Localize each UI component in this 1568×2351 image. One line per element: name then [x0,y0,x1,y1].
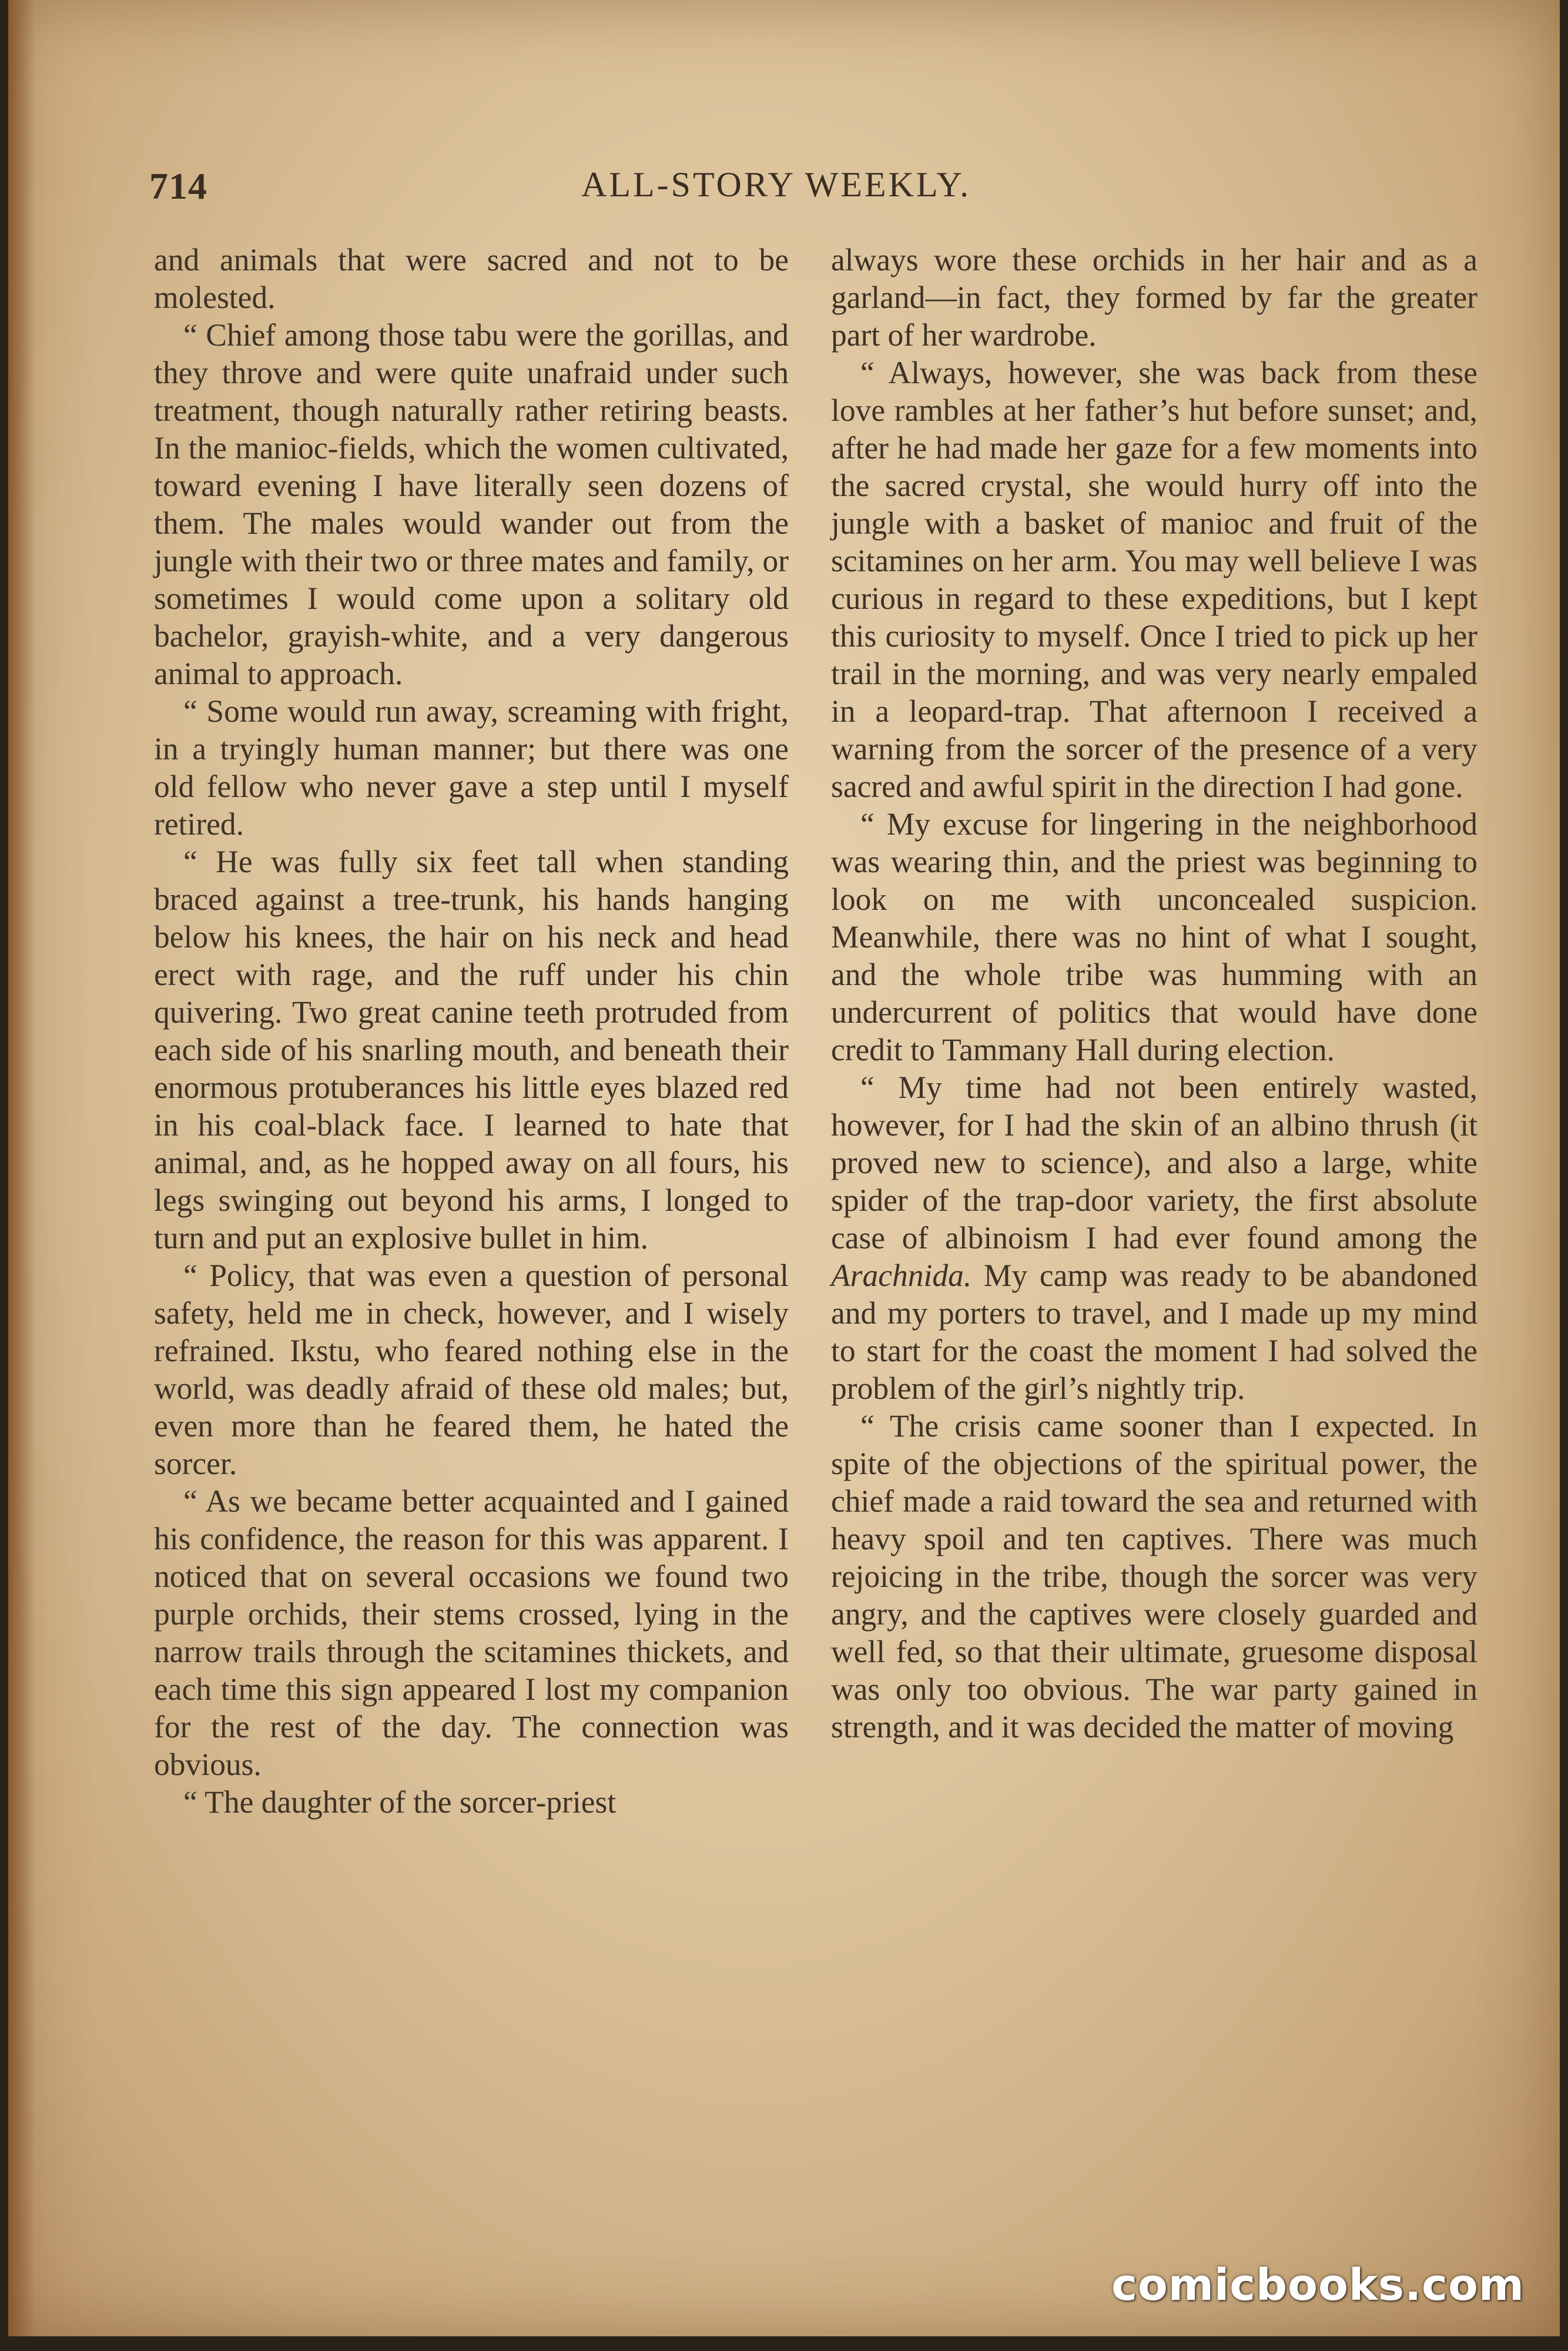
running-head: ALL-STORY WEEKLY. [581,165,971,204]
page-number: 714 [149,165,207,207]
page-header [149,165,1489,217]
paragraph-text: “ My time had not been entirely wasted, however, for I had the skin of an albino thrush (it proved new to science), and also a large, white spider of the trap-door variety, the first absolute case of albinoism I had ever found among the [831,1070,1477,1255]
paragraph [831,1069,1477,1407]
paragraph: always wore these orchids in her hair and as a garland—in fact, they formed by far the greater part of her wardrobe. [831,242,1477,353]
left-column [154,241,789,1821]
paragraph: “ Always, however, she was back from these love rambles at her father’s hut before sunset; and, after he had made her gaze for a few moments into the sacred crystal, she would hurry off into the jungle with a basket of manioc and fruit of the scitamines on her arm. You may well believe I was curious in regard to these expeditions, but I kept this curiosity to myself. Once I tried to pick up her trail in the morning, and was very nearly empaled in a leopard-trap. That afternoon I received a warning from the sorcer of the presence of a very sacred and awful spirit in the direction I had gone. [831,355,1477,804]
paragraph: “ Policy, that was even a question of personal safety, held me in check, however, and I wisely refrained. Ikstu, who feared nothing else in the world, was deadly afraid of these old males; but, even more than he feared them, he hated the sorcer. [154,1258,789,1481]
page-edge [8,0,35,2336]
watermark: comicbooks.com [1111,2260,1525,2310]
right-column [831,241,1477,1746]
paragraph: “ Chief among those tabu were the gorillas, and they throve and were quite unafraid under such treatment, though naturally rather retiring beasts. In the manioc-fields, which the women cultivated, toward evening I have literally seen dozens of them. The males would wander out from the jungle with their two or three mates and family, or sometimes I would come upon a solitary old bachelor, grayish-white, and a very dangerous animal to approach. [154,317,789,691]
paragraph: “ As we became better acquainted and I gained his confidence, the reason for this was apparent. I noticed that on several occasions we found two purple orchids, their stems crossed, lying in the narrow trails through the scitamines thickets, and each time this sign appeared I lost my companion for the rest of the day. The connection was obvious. [154,1483,789,1782]
magazine-page [8,0,1560,2336]
paragraph: “ The crisis came sooner than I expected. In spite of the objections of the spiritual power, the chief made a raid toward the sea and returned with heavy spoil and ten captives. There was much rejoicing in the tribe, though the sorcer was very angry, and the captives were closely guarded and well fed, so that their ultimate, gruesome disposal was only too obvious. The war party gained in strength, and it was decided the matter of moving [831,1408,1477,1744]
paragraph: “ The daughter of the sorcer-priest [183,1784,617,1820]
italic-term: Arachnida. [831,1258,972,1293]
paragraph: “ Some would run away, screaming with fright, in a tryingly human manner; but there was one old fellow who never gave a step until I myself retired. [154,694,789,842]
paragraph-text: My camp was ready to be abandoned and my porters to travel, and I made up my mind to start for the coast the moment I had solved the problem of the girl’s nightly trip. [831,1258,1477,1406]
paragraph: “ He was fully six feet tall when standing braced against a tree-trunk, his hands hanging below his knees, the hair on his neck and head erect with rage, and the ruff under his chin quivering. Two great canine teeth protruded from each side of his snarling mouth, and beneath their enormous protuberances his little eyes blazed red in his coal-black face. I learned to hate that animal, and, as he hopped away on all fours, his legs swinging out beyond his arms, I longed to turn and put an explosive bullet in him. [154,844,789,1255]
paragraph: “ My excuse for lingering in the neighborhood was wearing thin, and the priest was beginning to look on me with unconcealed suspicion. Meanwhile, there was no hint of what I sought, and the whole tribe was humming with an undercurrent of politics that would have done credit to Tammany Hall during election. [831,806,1477,1067]
paragraph: and animals that were sacred and not to be molested. [154,242,789,315]
